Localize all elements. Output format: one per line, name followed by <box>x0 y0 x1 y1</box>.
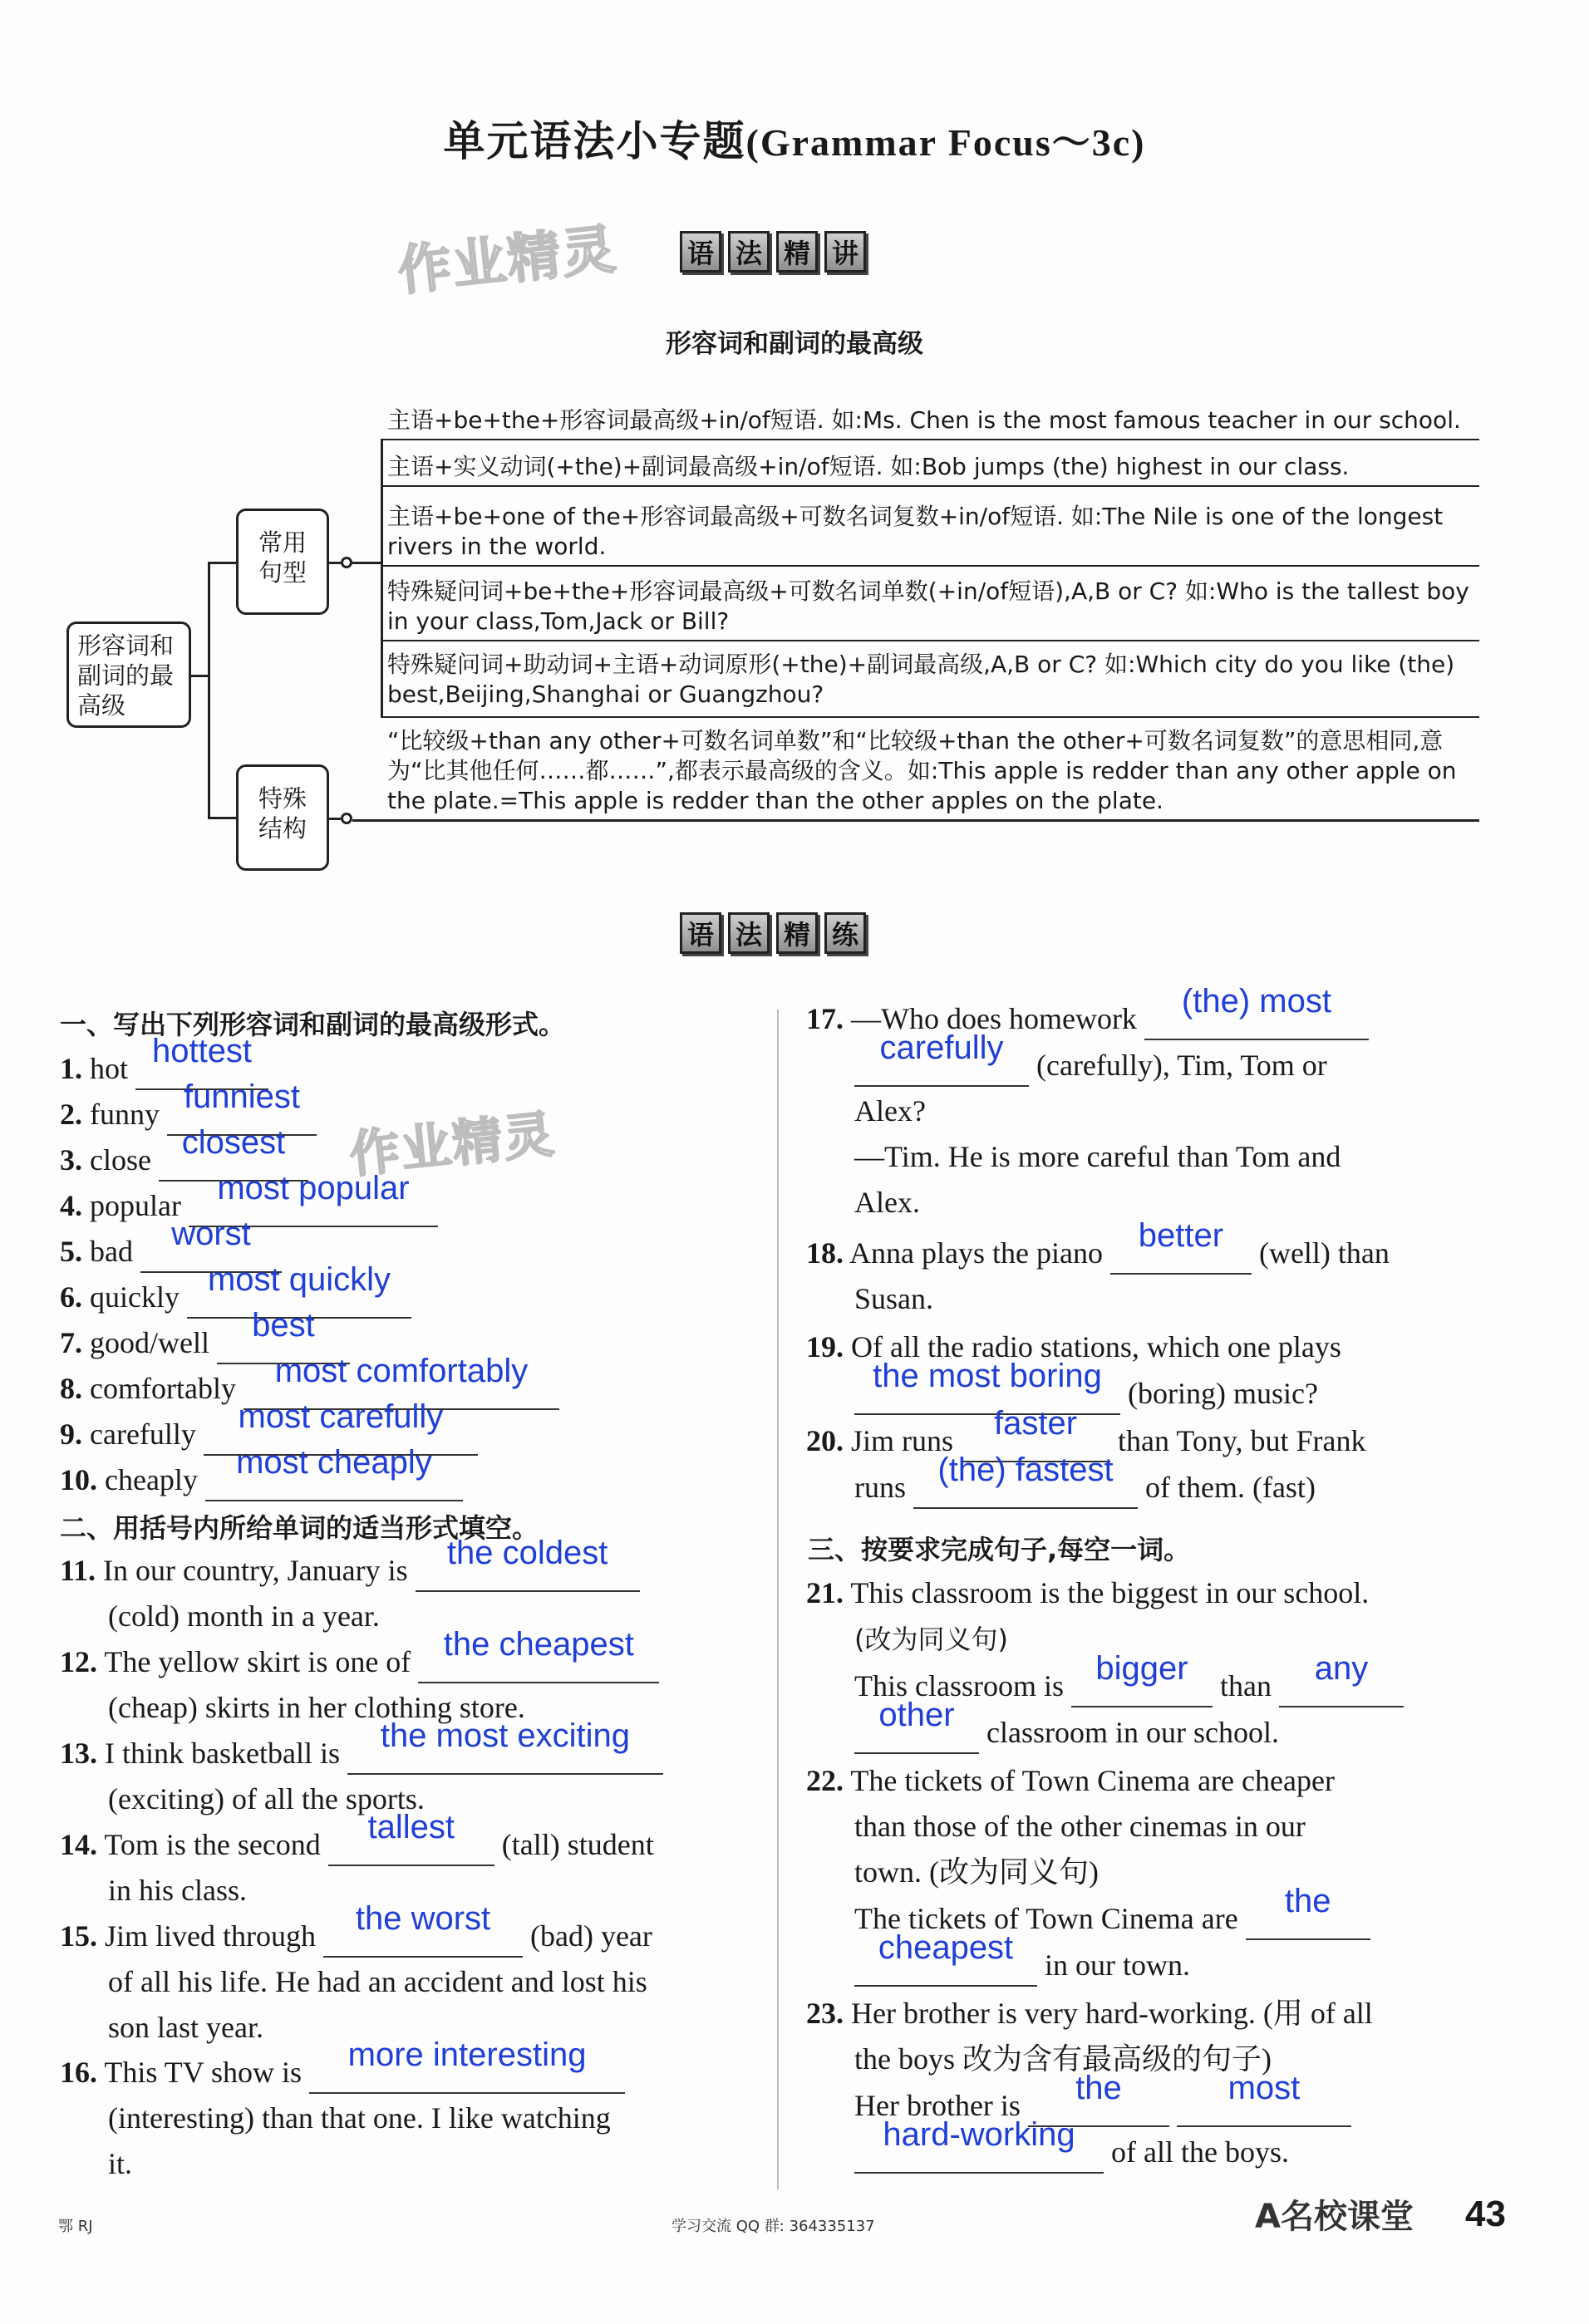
answer-text: cheapest <box>878 1929 1014 1966</box>
item-number: 11. <box>60 1554 96 1587</box>
page-title <box>0 108 1589 168</box>
question-text: in his class. <box>108 1874 247 1907</box>
connector <box>208 562 210 819</box>
question-text: Jim lived through <box>105 1919 316 1953</box>
connector <box>352 819 1479 822</box>
answer-text: hard-working <box>883 2116 1075 2153</box>
answer-blank[interactable] <box>347 1717 663 1775</box>
answer-blank[interactable] <box>1177 2070 1351 2127</box>
exercise-16 <box>60 2037 741 2187</box>
answer-text: faster <box>993 1405 1078 1442</box>
item-number: 8. <box>60 1372 82 1405</box>
exercise-18 <box>806 1217 1488 1322</box>
item-word: bad <box>90 1235 133 1268</box>
question-text: (well) than <box>1258 1236 1390 1270</box>
question-text: Alex. <box>854 1186 920 1219</box>
question-text: I think basketball is <box>105 1737 340 1770</box>
item-number: 9. <box>60 1417 82 1451</box>
badge-tile: 法 <box>728 231 770 273</box>
answer-text: more interesting <box>347 2037 587 2073</box>
page-number: 43 <box>1465 2194 1506 2234</box>
question-text: This classroom is the biggest in our school. <box>850 1576 1370 1609</box>
question-text: son last year. <box>108 2011 263 2044</box>
branch-node <box>341 557 352 568</box>
connector <box>381 439 383 718</box>
answer-text: carefully <box>879 1029 1004 1066</box>
answer-blank[interactable] <box>1246 1883 1370 1940</box>
badge-tile: 语 <box>680 912 721 954</box>
column-divider <box>777 1010 779 2189</box>
answer-text: most quickly <box>207 1261 391 1298</box>
item-number: 22. <box>806 1764 844 1797</box>
answer-text: any <box>1314 1650 1369 1687</box>
question-text: than Tony, but Frank <box>1118 1424 1366 1457</box>
item-number: 14. <box>60 1828 97 1861</box>
question-text: (exciting) of all the sports. <box>108 1782 425 1815</box>
special-structure-text: “比较级+than any other+可数名词单数”和“比较级+than the other+可数名词复数”的意思相同,意为“比其他任何……都……”,都表示最高级的含义。如:This apple is redder than any other apple on the plate.=This apple is redder than the other apples on the plate. <box>387 727 1457 814</box>
item-word: good/well <box>90 1326 209 1359</box>
question-text: —Tim. He is more careful than Tom and <box>854 1140 1341 1173</box>
connector <box>329 562 341 564</box>
question-text: (boring) music? <box>1128 1377 1318 1410</box>
badge-tile: 练 <box>824 912 866 954</box>
answer-text: closest <box>181 1124 286 1161</box>
item-word: popular <box>90 1189 181 1222</box>
answer-text: the worst <box>355 1900 491 1937</box>
answer-blank[interactable] <box>1071 1650 1213 1707</box>
answer-blank[interactable] <box>854 1358 1120 1415</box>
watermark: 作业精灵 <box>395 219 620 303</box>
badge-tile: 精 <box>776 231 818 273</box>
question-text: Susan. <box>854 1282 934 1315</box>
item-number: 16. <box>60 2056 97 2089</box>
item-word: cheaply <box>105 1463 198 1496</box>
answer-text: worst <box>171 1216 251 1252</box>
question-text: This classroom is <box>854 1669 1064 1702</box>
question-text: than <box>1219 1669 1272 1702</box>
question-text: (cheap) skirts in her clothing store. <box>108 1691 525 1724</box>
question-text: Of all the radio stations, which one plays <box>851 1330 1341 1363</box>
branch-node <box>341 813 352 824</box>
item-number: 3. <box>60 1143 82 1177</box>
watermark: 作业精灵 <box>347 1105 558 1185</box>
footer-edition: 鄂 RJ <box>58 2218 93 2235</box>
question-text: —Who does homework <box>851 1002 1137 1035</box>
answer-text: other <box>878 1697 955 1733</box>
item-number: 5. <box>60 1235 82 1268</box>
answer-text: hottest <box>151 1033 253 1069</box>
item-number: 12. <box>60 1645 97 1678</box>
answer-text: the coldest <box>446 1535 608 1571</box>
mindmap-branch-patterns: 常用句型 <box>236 509 329 615</box>
question-text: (interesting) than that one. I like watching <box>108 2101 611 2135</box>
section-subheading: 形容词和副词的最高级 <box>666 329 923 359</box>
question-text: Her brother is <box>854 2089 1021 2122</box>
item-number: 21. <box>806 1576 844 1609</box>
exercise-11 <box>60 1535 741 1639</box>
question-text: Jim runs <box>851 1424 954 1457</box>
item-number: 19. <box>806 1330 844 1363</box>
mindmap-root: 形容词和副词的最高级 <box>66 622 191 728</box>
exercise-20 <box>806 1405 1488 1511</box>
exercise-23 <box>806 1991 1488 2175</box>
badge-practice <box>680 912 866 954</box>
item-word: quickly <box>90 1280 180 1314</box>
answer-text: best <box>252 1307 315 1344</box>
badge-explain <box>680 231 866 273</box>
answer-text: funniest <box>183 1078 301 1115</box>
badge-tile: 精 <box>776 912 818 954</box>
question-text: The tickets of Town Cinema are <box>854 1902 1238 1935</box>
answer-text: most carefully <box>238 1398 444 1435</box>
badge-tile: 语 <box>680 231 721 273</box>
answer-blank[interactable] <box>913 1452 1138 1509</box>
exercise-19 <box>806 1324 1488 1417</box>
item-number: 6. <box>60 1280 82 1314</box>
publisher-logo: A名校课堂 <box>1255 2198 1414 2236</box>
rule-5: 特殊疑问词+助动词+主语+动词原形(+the)+副词最高级,A,B or C? 如:Which city do you like (the) best,Beijing,Shanghai or Guangzhou? <box>387 651 1455 708</box>
rule-underline <box>381 640 1479 641</box>
answer-text: most popular <box>217 1170 410 1206</box>
answer-text: most cheaply <box>236 1444 432 1481</box>
item-word: comfortably <box>90 1372 236 1405</box>
title-en: (Grammar Focus～3c) <box>745 121 1146 164</box>
question-text: in our town. <box>1045 1948 1190 1982</box>
question-text: Her brother is very hard-working. (用 of all <box>851 1997 1373 2030</box>
answer-blank[interactable] <box>323 1900 523 1958</box>
question-text: Alex? <box>854 1094 926 1128</box>
answer-blank[interactable] <box>205 1444 463 1501</box>
item-number: 20. <box>806 1424 844 1457</box>
answer-blank[interactable] <box>1279 1650 1404 1707</box>
question-text: it. <box>108 2147 133 2180</box>
title-cn: 单元语法小专题 <box>443 117 746 165</box>
exercise-15 <box>60 1900 741 2051</box>
question-text: than those of the other cinemas in our <box>854 1810 1306 1843</box>
rule-2: 主语+实义动词(+the)+副词最高级+in/of短语. 如:Bob jumps (the) highest in our class. <box>387 453 1350 480</box>
connector <box>208 562 236 564</box>
answer-blank[interactable] <box>328 1809 494 1866</box>
question-text: of all the boys. <box>1111 2135 1289 2169</box>
answer-text: the most exciting <box>380 1717 631 1754</box>
instruction-text: (改为同义句) <box>854 1624 1008 1655</box>
rule-underline <box>381 485 1479 487</box>
question-text: The yellow skirt is one of <box>104 1645 411 1678</box>
answer-text: the <box>1284 1883 1331 1919</box>
item-number: 17. <box>806 1002 844 1035</box>
exercise-22 <box>806 1758 1488 1988</box>
answer-text: (the) most <box>1181 983 1331 1020</box>
answer-blank[interactable] <box>309 2037 625 2094</box>
section-3-heading: 三、按要求完成句子,每空一词。 <box>808 1534 1191 1565</box>
rule-3: 主语+be+one of the+形容词最高级+可数名词复数+in/of短语. 如:The Nile is one of the longest rivers in the world. <box>387 503 1444 560</box>
rule-underline <box>381 716 1479 718</box>
question-text: In our country, January is <box>103 1554 408 1587</box>
answer-text: (the) fastest <box>937 1452 1114 1488</box>
connector <box>329 818 341 820</box>
question-text: (tall) student <box>501 1828 654 1861</box>
item-number: 1. <box>60 1052 82 1085</box>
answer-text: tallest <box>367 1809 455 1845</box>
answer-text: bigger <box>1095 1650 1188 1687</box>
item-number: 4. <box>60 1189 82 1222</box>
question-text: This TV show is <box>104 2056 303 2089</box>
question-text: (carefully), Tim, Tom or <box>1036 1049 1327 1082</box>
section-1-heading: 一、写出下列形容词和副词的最高级形式。 <box>60 1009 566 1040</box>
answer-text: most comfortably <box>274 1353 529 1389</box>
question-text: town. (改为同义句) <box>854 1855 1099 1889</box>
question-text: Tom is the second <box>104 1828 321 1861</box>
item-word: hot <box>90 1052 129 1085</box>
answer-text: the cheapest <box>443 1626 634 1663</box>
item-word: carefully <box>90 1417 196 1451</box>
rule-1: 主语+be+the+形容词最高级+in/of短语. 如:Ms. Chen is the most famous teacher in our school. <box>387 406 1461 434</box>
question-text: of them. (fast) <box>1145 1471 1316 1504</box>
item-word: funny <box>90 1098 160 1131</box>
exercise-6 <box>60 1261 411 1320</box>
rule-underline <box>381 565 1479 567</box>
item-number: 13. <box>60 1737 97 1770</box>
question-text: the boys 改为含有最高级的句子) <box>854 2042 1272 2076</box>
question-text: (bad) year <box>530 1919 652 1953</box>
answer-text: the <box>1075 2070 1122 2106</box>
exercise-10 <box>60 1444 463 1503</box>
badge-tile: 法 <box>728 912 770 954</box>
answer-text: the most boring <box>873 1358 1102 1394</box>
item-number: 15. <box>60 1919 97 1953</box>
exercise-17 <box>806 983 1488 1226</box>
section-2-heading: 二、用括号内所给单词的适当形式填空。 <box>60 1512 539 1544</box>
answer-blank[interactable] <box>854 1029 1029 1087</box>
connector <box>191 675 208 677</box>
answer-blank[interactable] <box>416 1535 640 1592</box>
answer-blank[interactable] <box>854 2116 1104 2174</box>
badge-tile: 讲 <box>824 231 866 273</box>
answer-text: most <box>1227 2070 1301 2106</box>
question-text: Anna plays the piano <box>849 1236 1103 1270</box>
answer-blank[interactable] <box>418 1626 659 1683</box>
question-text: (cold) month in a year. <box>108 1599 380 1633</box>
mindmap-branch-special: 特殊结构 <box>236 764 329 871</box>
connector <box>352 562 382 564</box>
answer-blank[interactable] <box>1110 1217 1252 1275</box>
rule-4: 特殊疑问词+be+the+形容词最高级+可数名词单数(+in/of短语),A,B or C? 如:Who is the tallest boy in your class,Tom,Jack or Bill? <box>387 577 1469 635</box>
item-number: 7. <box>60 1326 82 1359</box>
item-number: 2. <box>60 1098 82 1131</box>
footer-qq: 学习交流 QQ 群: 364335137 <box>672 2218 875 2235</box>
answer-text: better <box>1138 1217 1224 1254</box>
rule-underline <box>381 439 1479 440</box>
question-text: runs <box>854 1471 906 1504</box>
item-word: close <box>90 1143 151 1177</box>
item-number: 10. <box>60 1463 97 1496</box>
question-text: classroom in our school. <box>986 1716 1279 1749</box>
connector <box>208 817 236 819</box>
answer-blank[interactable] <box>854 1697 979 1754</box>
question-text: of all his life. He had an accident and lost his <box>108 1965 647 1998</box>
item-number: 23. <box>806 1997 844 2030</box>
item-number: 18. <box>806 1236 844 1270</box>
answer-blank[interactable] <box>854 1929 1037 1987</box>
question-text: The tickets of Town Cinema are cheaper <box>850 1764 1335 1797</box>
exercise-21 <box>806 1570 1488 1756</box>
answer-blank[interactable] <box>1144 983 1369 1040</box>
